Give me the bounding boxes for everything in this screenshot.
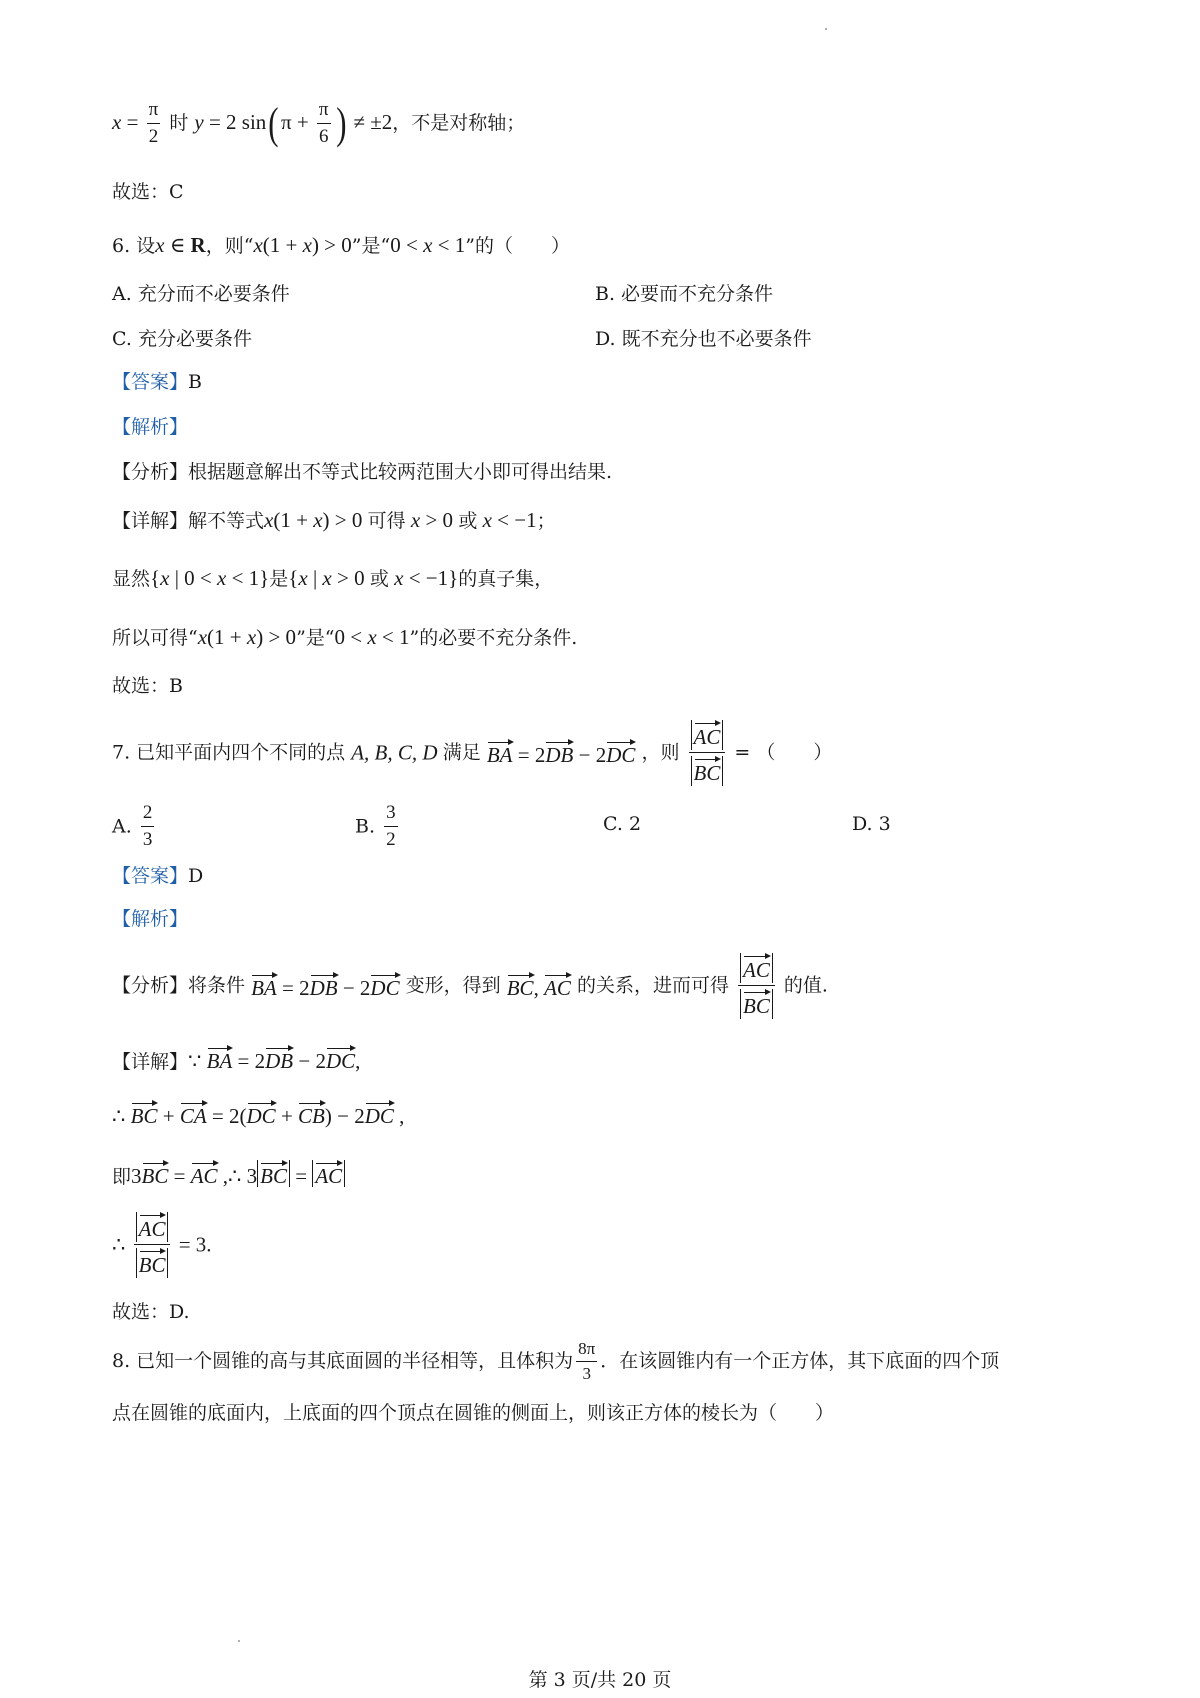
q7-analysis-tag: 【解析】 [112, 908, 189, 930]
q7-xiangjie-4: ∴ $\frac{AC}{BC}$ = 3. [112, 1212, 212, 1278]
q7-option-d: D. 3 [852, 813, 891, 835]
answer-tag: 【答案】 [112, 371, 189, 393]
prev-conclusion: 故选：C [112, 181, 184, 203]
fraction: $\frac{AC}{BC}$ [689, 720, 726, 786]
q7-xiangjie-3: 即3BC = AC ,∴ 3 BC = AC [112, 1160, 345, 1187]
q7-option-a: A. $\frac{2}{3}$ [112, 802, 153, 850]
page-footer: 第 3 页/共 20 页 [528, 1669, 672, 1691]
fraction: $\frac{3}{2}$ [386, 802, 396, 850]
q6-option-d: D. 既不充分也不必要条件 [595, 328, 812, 350]
q6-answer: 【答案】B [112, 371, 202, 393]
q6-analysis-tag: 【解析】 [112, 416, 189, 438]
q6-option-c: C. 充分必要条件 [112, 328, 252, 350]
q6-therefore: 所以可得“x(1 + x) > 0”是“0 < x < 1”的必要不充分条件. [112, 625, 578, 649]
q7-conclusion: 故选：D. [112, 1301, 190, 1323]
q7-stem: 7. 已知平面内四个不同的点 A, B, C, D 满足 BA = 2DB − 2DC ，则 $\frac{AC}{BC}$ = （ ） [112, 720, 832, 786]
fraction: $\frac{AC}{BC}$ [134, 1212, 171, 1278]
q7-xiangjie-1: 【详解】∵ BA = 2DB − 2DC, [112, 1045, 360, 1072]
q7-option-b: B. $\frac{3}{2}$ [355, 802, 396, 850]
fraction: $\frac{AC}{BC}$ [738, 953, 775, 1019]
q6-set-line: 显然{x | 0 < x < 1}是{x | x > 0 或 x < −1}的真子集， [112, 566, 554, 590]
answer-tag: 【答案】 [112, 865, 189, 887]
prev-line-1: x = $\frac{\pi}{2}$ 时 y = 2 sin( π + $\frac{\pi}{6}$ ) ≠ ±2，不是对称轴； [112, 98, 526, 148]
fraction: $\frac{8\pi}{3}$ [578, 1339, 596, 1383]
fraction: $\frac{\pi}{6}$ [318, 99, 329, 147]
q6-option-b: B. 必要而不充分条件 [595, 283, 774, 305]
q6-option-a: A. 充分而不必要条件 [112, 283, 290, 305]
q7-option-c: C. 2 [603, 813, 642, 835]
q7-answer: 【答案】D [112, 865, 204, 887]
scan-speck [238, 1640, 240, 1642]
q8-stem-1: 8. 已知一个圆锥的高与其底面圆的半径相等，且体积为 $\frac{8\pi}{3}$ ．在该圆锥内有一个正方体，其下底面的四个顶 [112, 1339, 1000, 1383]
q6-conclusion: 故选：B [112, 675, 183, 697]
q6-stem: 6. 设x ∈ R，则“x(1 + x) > 0”是“0 < x < 1”的（ ） [112, 233, 570, 257]
q6-xiangjie: 【详解】解不等式x(1 + x) > 0 可得 x > 0 或 x < −1； [112, 508, 556, 532]
fraction: $\frac{2}{3}$ [142, 802, 153, 850]
q8-stem-2: 点在圆锥的底面内，上底面的四个顶点在圆锥的侧面上，则该正方体的棱长为（ ） [112, 1402, 835, 1424]
fraction: $\frac{\pi}{2}$ [148, 99, 159, 147]
q7-xiangjie-2: ∴ BC + CA = 2(DC + CB) − 2DC , [112, 1100, 404, 1127]
q6-fenxi: 【分析】根据题意解出不等式比较两范围大小即可得出结果. [112, 461, 613, 483]
q7-fenxi: 【分析】将条件 BA = 2DB − 2DC 变形，得到 BC, AC 的关系，进而可得 $\frac{AC}{BC}$ 的值. [112, 953, 828, 1019]
scan-speck [825, 28, 827, 30]
